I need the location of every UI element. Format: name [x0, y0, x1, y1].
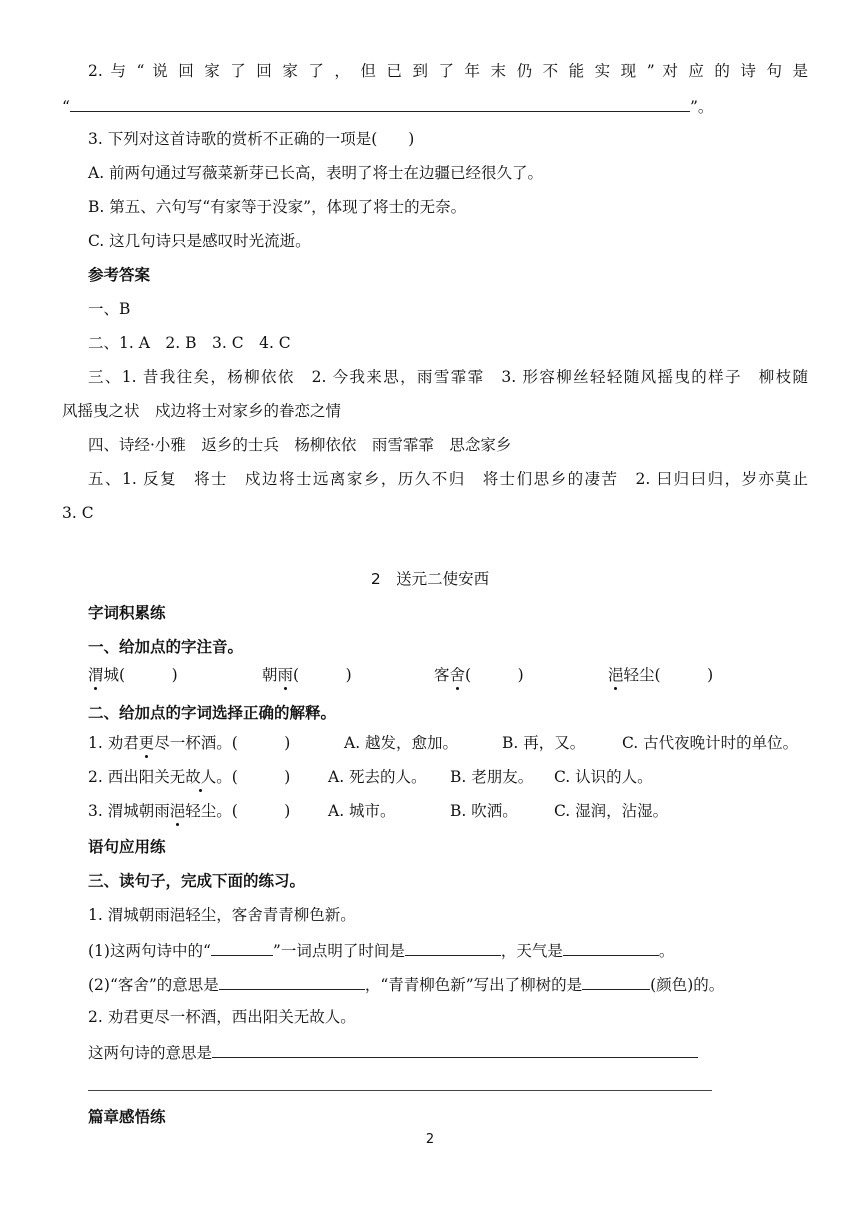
answer-blank[interactable]	[70, 94, 690, 112]
open-quote: “	[62, 98, 70, 116]
s1-question-2: (2)“客舍”的意思是 ，“青青柳色新”写出了柳树的是 (颜色)的。	[88, 972, 808, 996]
pinyin-item[interactable]: 客舍( )	[434, 666, 524, 684]
answer-blank[interactable]	[563, 938, 659, 956]
section-reading: 篇章感悟练	[88, 1108, 166, 1126]
answer-blank[interactable]	[582, 972, 650, 990]
option-b[interactable]: B. 再，又。	[502, 734, 586, 752]
answer-1: 一、B	[88, 300, 131, 318]
q1-heading: 一、给加点的字注音。	[88, 638, 244, 656]
q2-sentence: 2. 西出阳关无故人。( )	[88, 768, 291, 786]
option-c[interactable]: C. 古代夜晚计时的单位。	[622, 734, 799, 752]
option-a[interactable]: A. 越发，愈加。	[344, 734, 459, 752]
option-a[interactable]: A. 城市。	[328, 802, 396, 820]
option-c[interactable]: C. 认识的人。	[554, 768, 653, 786]
pinyin-item[interactable]: 浥轻尘( )	[608, 666, 714, 684]
q2-heading: 二、给加点的字词选择正确的解释。	[88, 704, 337, 722]
pinyin-item[interactable]: 朝雨( )	[262, 666, 352, 684]
close-quote: ”。	[689, 98, 714, 116]
sentence-2: 2. 劝君更尽一杯酒，西出阳关无故人。	[88, 1008, 356, 1026]
s2-question: 这两句诗的意思是	[88, 1040, 808, 1064]
section-vocab: 字词积累练	[88, 604, 166, 622]
page-number: 2	[425, 1132, 435, 1147]
option-b: B. 第五、六句写“有家等于没家”，体现了将士的无奈。	[88, 198, 467, 216]
answer-3-line-1: 三、1. 昔我往矣，杨柳依依 2. 今我来思，雨雪霏霏 3. 形容柳丝轻轻随风摇曳的样子 柳枝随	[88, 368, 808, 386]
answer-blank[interactable]	[211, 938, 273, 956]
option-c: C. 这几句诗只是感叹时光流逝。	[88, 232, 311, 250]
q3-heading: 三、读句子，完成下面的练习。	[88, 872, 306, 890]
pinyin-item[interactable]: 渭城( )	[88, 666, 178, 684]
question-3-stem: 3. 下列对这首诗歌的赏析不正确的一项是( )	[88, 130, 415, 148]
option-b[interactable]: B. 吹洒。	[450, 802, 518, 820]
answer-line[interactable]	[88, 1090, 712, 1091]
sentence-1: 1. 渭城朝雨浥轻尘，客舍青青柳色新。	[88, 906, 356, 924]
question-2-line: 2. 与 “ 说 回 家 了 回 家 了 ， 但 已 到 了 年 末 仍 不 能 实 现 ” 对 应 的 诗 句 是	[88, 62, 808, 80]
s1-question-1: (1)这两句诗中的“ ”一词点明了时间是 ，天气是 。	[88, 938, 808, 962]
section-sentence: 语句应用练	[88, 838, 166, 856]
answers-heading: 参考答案	[88, 266, 151, 284]
answer-blank[interactable]	[212, 1040, 698, 1058]
q2-sentence: 3. 渭城朝雨浥轻尘。( )	[88, 802, 291, 820]
q2-sentence: 1. 劝君更尽一杯酒。( )	[88, 734, 291, 752]
option-a: A. 前两句通过写薇菜新芽已长高，表明了将士在边疆已经很久了。	[88, 164, 544, 182]
option-c[interactable]: C. 湿润，沾湿。	[554, 802, 669, 820]
question-2-answer-line	[62, 94, 722, 118]
lesson-title: 2 送元二使安西	[370, 570, 490, 588]
answer-2: 二、1. A 2. B 3. C 4. C	[88, 334, 291, 352]
option-b[interactable]: B. 老朋友。	[450, 768, 534, 786]
answer-4: 四、诗经·小雅 返乡的士兵 杨柳依依 雨雪霏霏 思念家乡	[88, 436, 512, 454]
answer-5-line-1: 五、1. 反复 将士 戍边将士远离家乡，历久不归 将士们思乡的凄苦 2. 曰归曰归，岁亦莫止	[88, 470, 808, 488]
answer-3-line-2: 风摇曳之状 戍边将士对家乡的眷恋之情	[62, 402, 342, 420]
option-a[interactable]: A. 死去的人。	[328, 768, 427, 786]
answer-blank[interactable]	[405, 938, 501, 956]
answer-5-line-2: 3. C	[62, 504, 94, 522]
answer-blank[interactable]	[219, 972, 365, 990]
